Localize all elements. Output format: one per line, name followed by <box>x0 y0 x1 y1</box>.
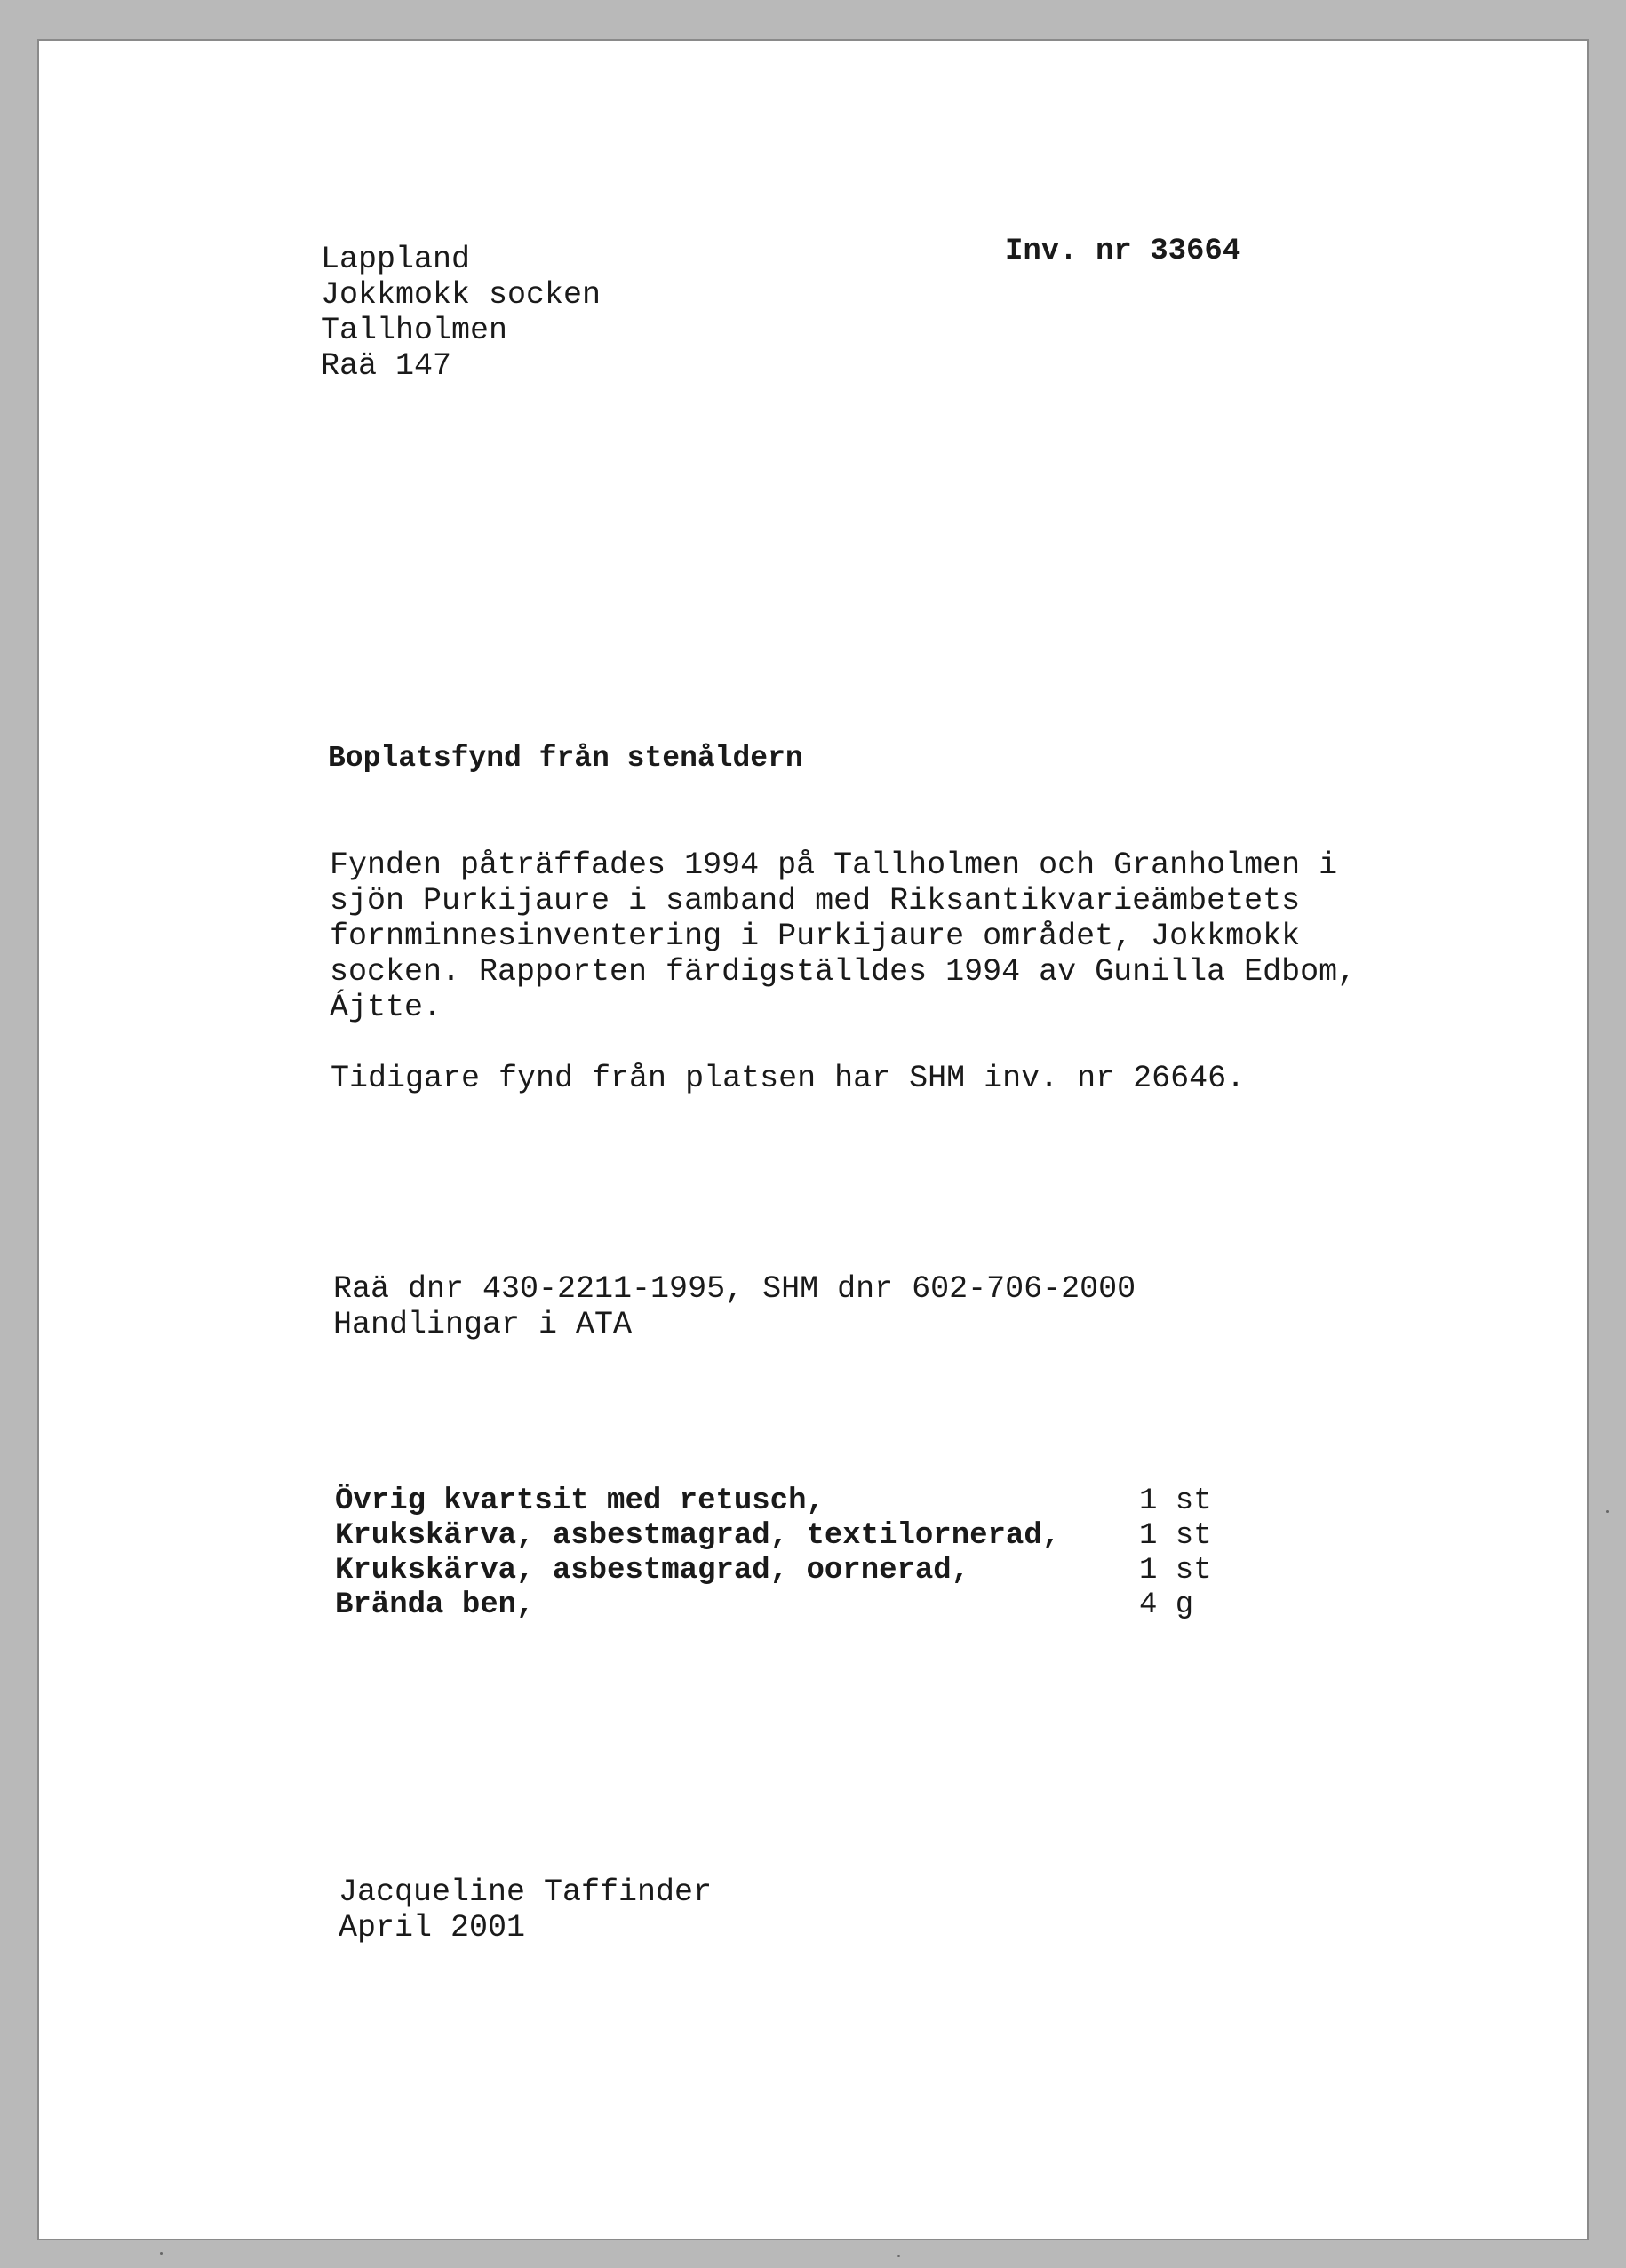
location-raa-number: Raä 147 <box>321 348 452 384</box>
previous-finds-note: Tidigare fynd från platsen har SHM inv. nr 26646. <box>331 1061 1246 1096</box>
location-parish: Jokkmokk socken <box>321 277 602 313</box>
finding-row <box>335 1484 1212 1519</box>
finding-description: Krukskärva, asbestmagrad, oornerad, <box>335 1554 970 1588</box>
signature-date: April 2001 <box>339 1910 526 1946</box>
archive-line: Handlingar i ATA <box>333 1307 633 1342</box>
finding-description: Krukskärva, asbestmagrad, textilornerad, <box>335 1519 1061 1553</box>
dnr-line: Raä dnr 430-2211-1995, SHM dnr 602-706-2000 <box>333 1271 1136 1307</box>
finding-row <box>335 1588 1212 1623</box>
signature-block <box>339 1874 712 1946</box>
document-heading: Boplatsfynd från stenåldern <box>328 742 803 775</box>
description-line: Ájtte. <box>330 990 442 1025</box>
finding-row <box>335 1519 1212 1554</box>
findings-list <box>335 1484 1212 1623</box>
description-line: socken. Rapporten färdigställdes 1994 av Gunilla Edbom, <box>330 954 1357 990</box>
paper-speck <box>1606 1510 1609 1513</box>
finding-description: Övrig kvartsit med retusch, <box>335 1484 825 1518</box>
finding-row <box>335 1554 1212 1588</box>
document-page <box>37 39 1589 2240</box>
finding-description: Brända ben, <box>335 1588 535 1622</box>
inventory-number: Inv. nr 33664 <box>1005 235 1241 268</box>
paper-speck <box>160 2252 163 2255</box>
finding-quantity: 1 st <box>1139 1554 1212 1588</box>
location-site: Tallholmen <box>321 313 508 348</box>
description-line: sjön Purkijaure i samband med Riksantikvarieämbetets <box>330 883 1301 919</box>
description-paragraph <box>330 848 1356 1025</box>
registry-numbers <box>333 1271 1136 1342</box>
location-block <box>321 242 601 384</box>
finding-quantity: 4 g <box>1139 1588 1194 1622</box>
finding-quantity: 1 st <box>1139 1519 1212 1553</box>
signature-name: Jacqueline Taffinder <box>339 1874 713 1910</box>
description-line: Fynden påträffades 1994 på Tallholmen och Granholmen i <box>330 848 1338 883</box>
paper-speck <box>897 2255 900 2257</box>
finding-quantity: 1 st <box>1139 1484 1212 1518</box>
location-province: Lappland <box>321 242 471 277</box>
description-line: fornminnesinventering i Purkijaure området, Jokkmokk <box>330 919 1301 954</box>
